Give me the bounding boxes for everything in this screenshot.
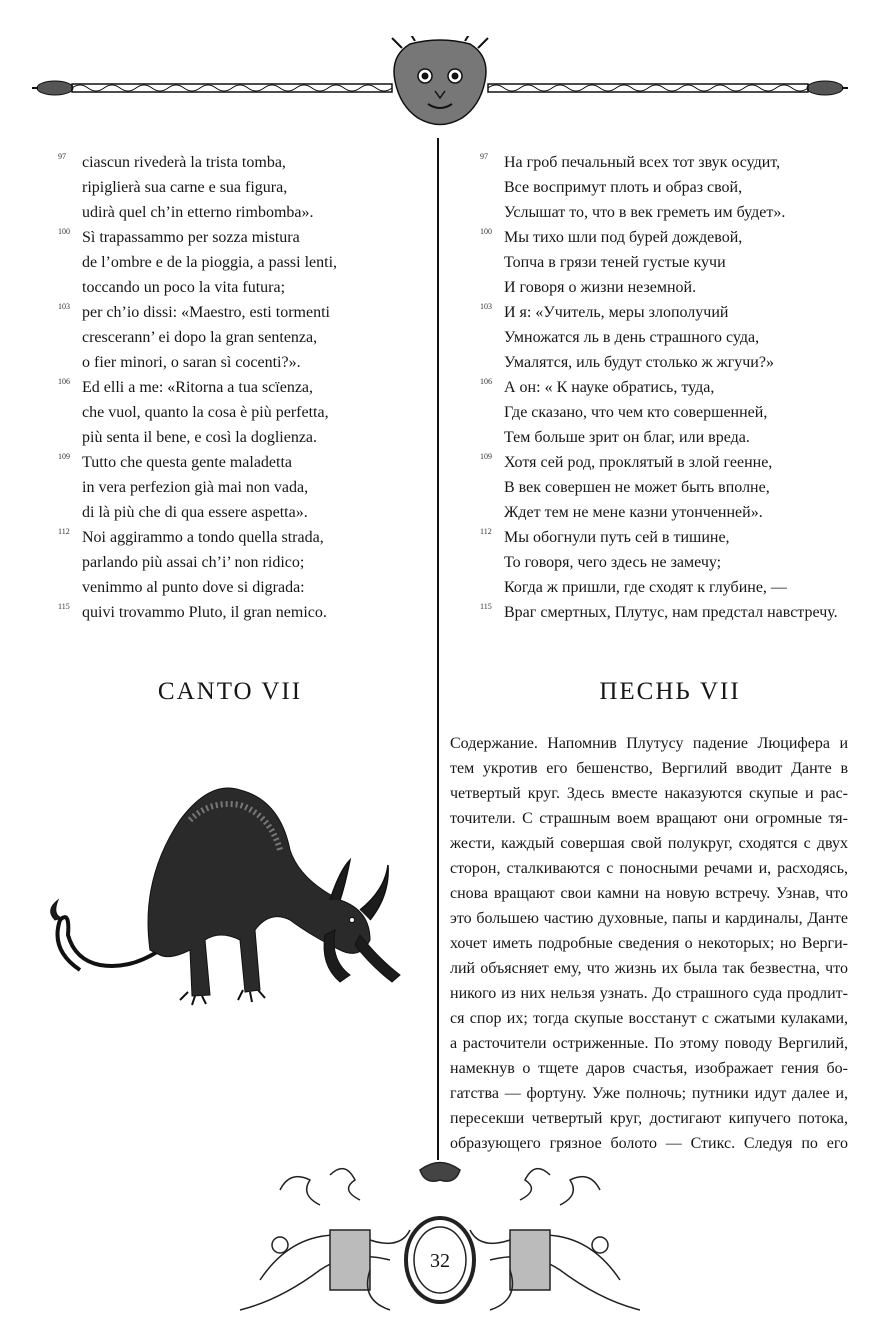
verse-line: udirà quel ch’in etterno rimbomba». xyxy=(82,204,314,221)
summary-line: образующего грязное болото — Стикс. Следуя по его xyxy=(450,1135,848,1152)
verse-line: То говоря, чего здесь не замечу; xyxy=(504,554,722,571)
top-mask-ornament xyxy=(30,36,850,136)
verse-line: Все воспримут плоть и образ свой, xyxy=(504,179,743,196)
verse-line: più senta il bene, e così la doglienza. xyxy=(82,429,318,446)
verse-number: 112 xyxy=(58,527,70,536)
verse-number: 109 xyxy=(58,452,70,461)
verse-line: de l’ombre e de la pioggia, a passi lenti, xyxy=(82,254,338,271)
summary-line: тем укротив его бешенство, Вергилий вводит Данте в xyxy=(450,760,848,777)
verse-number: 97 xyxy=(480,152,488,161)
verse-line: 109 Tutto che questa gente maladetta xyxy=(48,450,368,475)
verse-number: 106 xyxy=(480,377,492,386)
verse-line: toccando un poco la vita futura; xyxy=(82,279,286,296)
verse-line: venimmo al punto dove si digrada: xyxy=(82,579,305,596)
column-divider xyxy=(437,138,439,1160)
verse-number: 100 xyxy=(480,227,492,236)
verse-number: 100 xyxy=(58,227,70,236)
summary-line: точители. С страшным воем вращают они огромные тя- xyxy=(450,810,848,827)
verse-line: 106 Ed elli a me: «Ritorna a tua scïenza, xyxy=(48,375,368,400)
summary-line: жести, каждый совершая свой полукруг, сходятся с двух xyxy=(450,835,848,852)
page-number: 32 xyxy=(430,1250,450,1272)
summary-line: пересекши четвертый круг, достигают кипучего потока, xyxy=(450,1110,848,1127)
verse-line: 103 per ch’io dissi: «Maestro, esti tormenti xyxy=(48,300,368,325)
verse-line: Ждет тем не мене казни утонченней». xyxy=(504,504,763,521)
verse-line: 115 Враг смертных, Плутус, нам предстал навстречу. xyxy=(470,600,860,625)
verse-line: crescerann’ ei dopo la gran sentenza, xyxy=(82,329,318,346)
verse-line: 115 quivi trovammo Pluto, il gran nemico. xyxy=(48,600,368,625)
verse-number: 115 xyxy=(58,602,70,611)
verse-line: 100 Мы тихо шли под бурей дождевой, xyxy=(470,225,860,250)
verse-line: 112 Noi aggirammo a tondo quella strada, xyxy=(48,525,368,550)
verse-line: ripiglierà sua carne e sua figura, xyxy=(82,179,288,196)
summary-line: снова вращают свои камни на новую встречу. Узнав, что xyxy=(450,885,848,902)
summary-line: четвертый круг. Здесь вместе наказуются скупые и рас- xyxy=(450,785,848,802)
canto-summary xyxy=(450,731,848,1156)
verse-line: И говоря о жизни неземной. xyxy=(504,279,697,296)
verse-number: 115 xyxy=(480,602,492,611)
bottom-cartouche-ornament xyxy=(220,1150,660,1330)
summary-line: намекнув о тщете даров счастья, изображает гения бо- xyxy=(450,1060,848,1077)
verse-line: 112 Мы обогнули путь сей в тишине, xyxy=(470,525,860,550)
verse-line: Умножатся ль в день страшного суда, xyxy=(504,329,760,346)
summary-line: это большею частию духовные, папы и кардиналы, Данте xyxy=(450,910,848,927)
verse-number: 109 xyxy=(480,452,492,461)
verse-line: 109 Хотя сей род, проклятый в злой геенне, xyxy=(470,450,860,475)
verse-line: Умалятся, иль будут столько ж жгучи?» xyxy=(504,354,774,371)
russian-verses xyxy=(470,150,860,625)
verse-line: 103 И я: «Учитель, меры злополучий xyxy=(470,300,860,325)
summary-line: сторон, сталкиваются с поносными речами и, расходясь, xyxy=(450,860,848,877)
summary-line: хочет иметь подробные сведения о некоторых; но Верги- xyxy=(450,935,848,952)
canto-title-italian: CANTO VII xyxy=(157,678,303,705)
summary-line: Содержание. Напомнив Плутусу падение Люцифера и xyxy=(450,735,848,752)
summary-line: никого из них нельзя узнать. До страшного суда продлит- xyxy=(450,985,848,1002)
verse-line: Когда ж пришли, где сходят к глубине, — xyxy=(504,579,787,596)
verse-number: 103 xyxy=(480,302,492,311)
summary-line: ся спор их; тогда скупые восстанут с сжатыми кулаками, xyxy=(450,1010,848,1027)
verse-line: Где сказано, что чем кто совершенней, xyxy=(504,404,768,421)
verse-line: parlando più assai ch’i’ non ridico; xyxy=(82,554,305,571)
verse-line: Тем больше зрит он благ, или вреда. xyxy=(504,429,750,446)
verse-line: Топча в грязи теней густые кучи xyxy=(504,254,726,271)
verse-line: 106 А он: « К науке обратись, туда, xyxy=(470,375,860,400)
verse-line: В век совершен не может быть вполне, xyxy=(504,479,770,496)
verse-line: 97 На гроб печальный всех тот звук осудит, xyxy=(470,150,860,175)
canto-title-russian: ПЕСНЬ VII xyxy=(599,678,741,705)
italian-verses xyxy=(48,150,368,625)
summary-line: а расточители остриженные. По этому поводу Вергилий, xyxy=(450,1035,848,1052)
verse-line: o fier minori, o saran sì cocenti?». xyxy=(82,354,301,371)
plutus-beast-illustration xyxy=(40,760,410,1010)
verse-number: 112 xyxy=(480,527,492,536)
summary-line: лий объясняет ему, что жизнь их была так безвестна, что xyxy=(450,960,848,977)
verse-line: in vera perfezion già mai non vada, xyxy=(82,479,309,496)
verse-line: di là più che di qua essere aspetta». xyxy=(82,504,308,521)
summary-line: гатства — фортуну. Уже полночь; путники идут далее и, xyxy=(450,1085,848,1102)
verse-number: 103 xyxy=(58,302,70,311)
verse-line: che vuol, quanto la cosa è più perfetta, xyxy=(82,404,329,421)
verse-line: Услышат то, что в век греметь им будет». xyxy=(504,204,786,221)
verse-number: 106 xyxy=(58,377,70,386)
verse-number: 97 xyxy=(58,152,66,161)
verse-line: 100 Sì trapassammo per sozza mistura xyxy=(48,225,368,250)
verse-line: 97 ciascun rivederà la trista tomba, xyxy=(48,150,368,175)
